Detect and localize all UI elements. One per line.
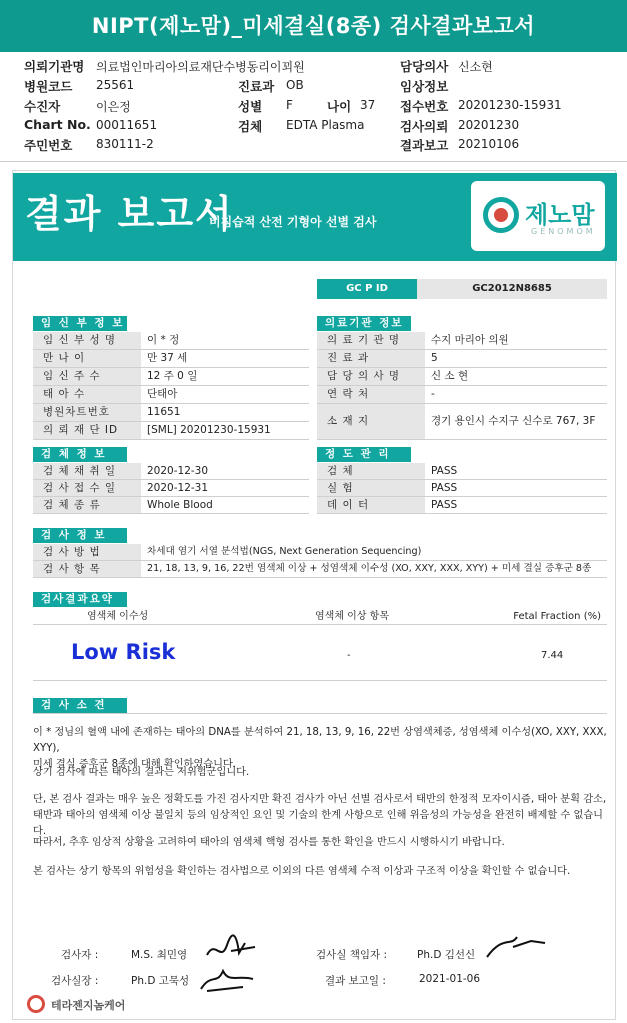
row-label: 검 체 <box>317 463 425 479</box>
test-request-label: 검사의뢰 <box>400 119 449 134</box>
banner-title: 결과 보고서 <box>25 192 234 236</box>
row-label: 의 뢰 재 단 ID <box>33 422 141 439</box>
row-label: 진 료 과 <box>317 350 425 367</box>
table-row <box>33 463 309 480</box>
row-label: 실 험 <box>317 480 425 496</box>
manager-signature-icon <box>483 927 555 967</box>
table-row <box>33 544 607 561</box>
row-value: 2020-12-30 <box>147 465 209 477</box>
row-value: Whole Blood <box>147 499 213 511</box>
row-value: PASS <box>431 499 458 511</box>
summary-header-row <box>33 608 607 625</box>
table-row <box>317 480 607 497</box>
sex-label: 성별 <box>238 99 263 114</box>
table-row <box>317 404 607 440</box>
row-value: 21, 18, 13, 9, 16, 22번 염색체 이상 + 성염색체 이수성 (XO, XXY, XXX, XYY) + 미세 결실 증후군 8종 <box>147 563 592 574</box>
table-row <box>33 386 309 404</box>
manager-label: 검사실 책임자 : <box>316 949 388 961</box>
age-label: 나이 <box>327 99 352 114</box>
hospital-code-label: 병원코드 <box>24 79 73 94</box>
row-value: 2020-12-31 <box>147 482 209 494</box>
row-label: 임 신 주 수 <box>33 368 141 385</box>
row-value: 만 37 세 <box>147 352 188 364</box>
fetal-fraction-value: 7.44 <box>541 650 564 661</box>
result-report-value: 20210106 <box>458 137 520 151</box>
resident-no-value: 830111-2 <box>96 137 154 151</box>
table-row <box>33 404 309 422</box>
doctor-value: 신소현 <box>458 60 493 74</box>
institution-value: 의료법인마리아의료재단수병동리이꾀원 <box>96 60 305 74</box>
gc-pid-value: GC2012N8685 <box>417 279 607 299</box>
dept-label: 진료과 <box>238 79 275 94</box>
findings-paragraph-5: 본 검사는 상기 항목의 위험성을 확인하는 검사법으로 이외의 다른 염색체 수적 이상과 구조적 이상을 확인할 수 없습니다. <box>33 866 571 877</box>
table-row <box>317 350 607 368</box>
table-row <box>33 368 309 386</box>
findings-divider <box>33 713 607 714</box>
table-row <box>317 386 607 404</box>
tester-label: 검사자 : <box>61 949 99 961</box>
genomom-logo <box>471 181 605 251</box>
findings-title: 검 사 소 견 <box>33 698 127 713</box>
logo-name: 제노맘 <box>525 201 595 229</box>
chart-no-value: 00011651 <box>96 118 158 132</box>
row-value: 차세대 염기 서열 분석법(NGS, Next Generation Sequencing) <box>147 546 422 557</box>
logo-dot-icon <box>494 208 508 222</box>
report-banner <box>13 173 617 261</box>
table-row <box>317 497 607 514</box>
table-row <box>317 368 607 386</box>
table-row <box>33 422 309 440</box>
manager-name: Ph.D 김선신 <box>417 949 476 961</box>
report-date-value: 2021-01-06 <box>419 973 481 985</box>
summary-title: 검사결과요약 <box>33 592 127 607</box>
logo-english: GENOMOM <box>531 227 596 236</box>
test-info-title: 검 사 정 보 <box>33 528 127 543</box>
findings-paragraph-3: 단, 본 검사 결과는 매우 높은 정확도를 가진 검사지만 확진 검사가 아닌 선별 검사로서 태반의 한정적 모자이시즘, 태아 분획 감소, 태반과 태아의 염색체 이상 불일치 등의 임상적인 요인 및 기술의 한계 사항으로 인해 위음성의 가능성을 완전히 배제할 수 없습니다. <box>33 794 607 837</box>
receipt-value: 20201230-15931 <box>458 98 562 112</box>
table-row <box>33 480 309 497</box>
row-label: 검 체 채 취 일 <box>33 463 141 479</box>
risk-result: Low Risk <box>71 640 176 664</box>
row-label: 검 체 종 류 <box>33 497 141 513</box>
row-value: 신 소 현 <box>431 370 469 382</box>
chart-no-label: Chart No. <box>24 117 91 132</box>
report-date-label: 결과 보고일 : <box>325 975 386 987</box>
row-value: 이 * 정 <box>147 334 180 346</box>
table-row <box>33 497 309 514</box>
row-label: 연 락 처 <box>317 386 425 403</box>
row-value: PASS <box>431 465 458 477</box>
row-value: 11651 <box>147 406 181 418</box>
row-value: 5 <box>431 352 438 364</box>
abnormal-value: - <box>347 650 351 661</box>
row-label: 임 신 부 성 명 <box>33 332 141 349</box>
row-label: 검 사 항 목 <box>33 561 141 577</box>
summary-result-row <box>33 626 607 681</box>
row-value: 수지 마리아 의원 <box>431 334 509 346</box>
patient-header <box>0 52 627 162</box>
test-request-value: 20201230 <box>458 118 520 132</box>
table-row <box>317 463 607 480</box>
row-value: 경기 용인시 수지구 신수로 767, 3F <box>431 415 596 427</box>
report-title: NIPT(제노맘)_미세결실(8종) 검사결과보고서 <box>0 0 627 52</box>
row-label: 태 아 수 <box>33 386 141 403</box>
table-row <box>317 332 607 350</box>
result-report-label: 결과보고 <box>400 138 449 153</box>
gc-pid-label: GC P ID <box>317 279 417 299</box>
pregnant-info-title: 임 신 부 정 보 <box>33 316 127 331</box>
table-row <box>33 561 607 578</box>
row-label: 데 이 터 <box>317 497 425 513</box>
specimen-label: 검체 <box>238 119 263 134</box>
director-label: 검사실장 : <box>51 975 99 987</box>
director-signature-icon <box>193 961 263 997</box>
tester-name: M.S. 최민영 <box>131 949 188 961</box>
specimen-value: EDTA Plasma <box>286 118 365 132</box>
banner-subtitle: 비침습적 산전 기형아 선별 검사 <box>209 215 377 229</box>
table-row <box>33 350 309 368</box>
row-label: 병원차트번호 <box>33 404 141 421</box>
specimen-info-title: 검 체 정 보 <box>33 447 127 462</box>
row-value: 단태아 <box>147 388 178 400</box>
findings-paragraph-2: 상기 검사에 따른 태아의 결과는 저위험군입니다. <box>33 767 250 778</box>
dept-value: OB <box>286 78 304 92</box>
row-label: 소 재 지 <box>317 404 425 439</box>
institution-label: 의뢰기관명 <box>24 59 85 74</box>
company-logo-icon <box>27 995 45 1013</box>
company-name: 테라젠지놈케어 <box>51 999 126 1012</box>
table-row <box>33 332 309 350</box>
row-label: 의 료 기 관 명 <box>317 332 425 349</box>
row-value: PASS <box>431 482 458 494</box>
summary-col-fetal-fraction: Fetal Fraction (%) <box>513 611 601 622</box>
row-value: - <box>431 388 435 400</box>
summary-col-abnormal: 염색체 이상 항목 <box>315 611 389 622</box>
hospital-code-value: 25561 <box>96 78 135 92</box>
summary-col-aneuploidy: 염색체 이수성 <box>87 611 149 622</box>
row-label: 검 사 접 수 일 <box>33 480 141 496</box>
qc-title: 정 도 관 리 <box>317 447 411 462</box>
collector-value: 이은정 <box>96 100 131 114</box>
findings-paragraph-4: 따라서, 추후 임상적 상황을 고려하여 태아의 염색체 핵형 검사를 통한 확인을 반드시 시행하시기 바랍니다. <box>33 837 505 848</box>
collector-label: 수진자 <box>24 99 61 114</box>
row-value: 12 주 0 일 <box>147 370 198 382</box>
row-label: 만 나 이 <box>33 350 141 367</box>
director-name: Ph.D 고묵성 <box>131 975 190 987</box>
findings-paragraph-1: 이 * 정님의 혈액 내에 존재하는 태아의 DNA를 분석하여 21, 18, 13, 9, 16, 22번 상염색체증, 성염색체 이수성(XO, XXY, XXX, XYY), 미세 결실 증후군 8종에 대해 확인하였습니다. <box>33 727 607 770</box>
row-label: 검 사 방 법 <box>33 544 141 560</box>
institution-info-title: 의료기관 정보 <box>317 316 411 331</box>
report-document <box>12 170 616 1020</box>
receipt-label: 접수번호 <box>400 99 449 114</box>
doctor-label: 담당의사 <box>400 59 449 74</box>
age-value: 37 <box>360 98 376 112</box>
sex-value: F <box>286 98 293 112</box>
clinical-info-label: 임상정보 <box>400 79 449 94</box>
resident-no-label: 주민번호 <box>24 138 73 153</box>
row-value: [SML] 20201230-15931 <box>147 424 271 436</box>
row-label: 담 당 의 사 명 <box>317 368 425 385</box>
